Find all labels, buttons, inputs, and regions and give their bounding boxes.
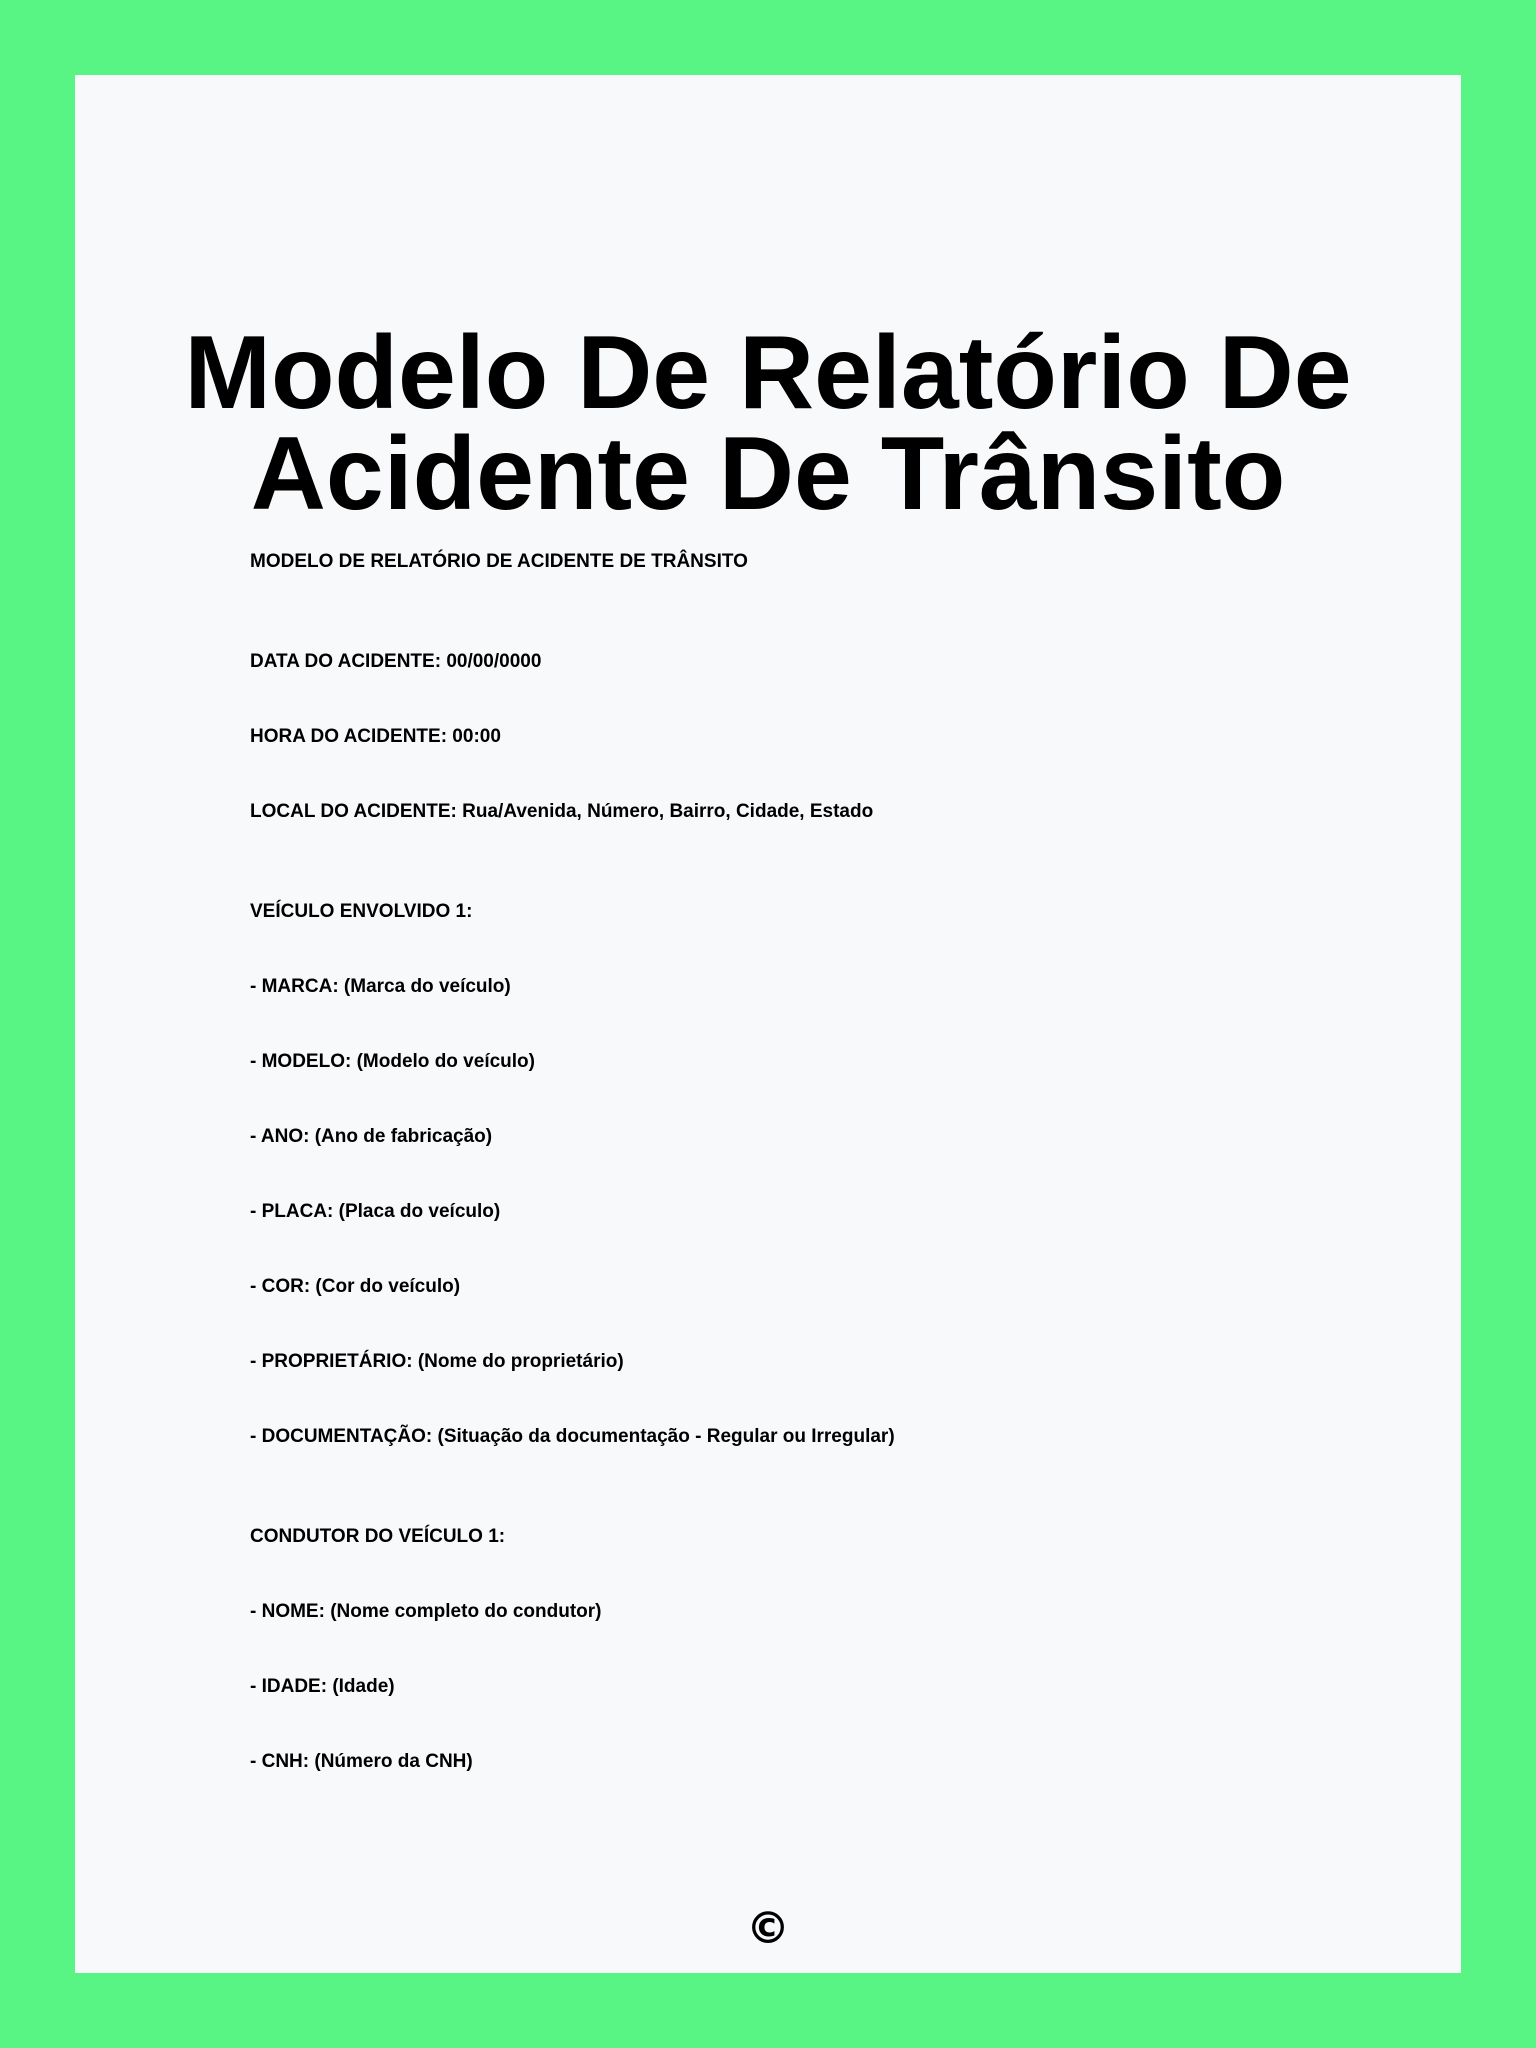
title-line-1: Modelo De Relatório De [184,315,1352,431]
document-page [75,75,1461,1973]
field-vehicle-year: - ANO: (Ano de fabricação) [250,1126,493,1147]
document-title [75,315,1461,532]
field-vehicle-color: - COR: (Cor do veículo) [250,1276,461,1297]
copyright-icon: © [746,1903,790,1954]
field-accident-time: HORA DO ACIDENTE: 00:00 [250,726,501,747]
field-vehicle-owner: - PROPRIETÁRIO: (Nome do proprietário) [250,1351,624,1372]
field-accident-date: DATA DO ACIDENTE: 00/00/0000 [250,651,542,672]
field-driver-age: - IDADE: (Idade) [250,1676,395,1697]
field-driver-cnh: - CNH: (Número da CNH) [250,1751,473,1772]
field-vehicle-documentation: - DOCUMENTAÇÃO: (Situação da documentação - Regular ou Irregular) [250,1426,895,1447]
section-vehicle-1: VEÍCULO ENVOLVIDO 1: [250,901,473,922]
field-vehicle-model: - MODELO: (Modelo do veículo) [250,1051,535,1072]
field-accident-location: LOCAL DO ACIDENTE: Rua/Avenida, Número, Bairro, Cidade, Estado [250,801,874,822]
field-vehicle-brand: - MARCA: (Marca do veículo) [250,976,511,997]
report-heading: MODELO DE RELATÓRIO DE ACIDENTE DE TRÂNSITO [250,551,748,572]
title-line-2: Acidente De Trânsito [250,416,1286,532]
field-vehicle-plate: - PLACA: (Placa do veículo) [250,1201,501,1222]
section-driver-1: CONDUTOR DO VEÍCULO 1: [250,1526,506,1547]
field-driver-name: - NOME: (Nome completo do condutor) [250,1601,602,1622]
